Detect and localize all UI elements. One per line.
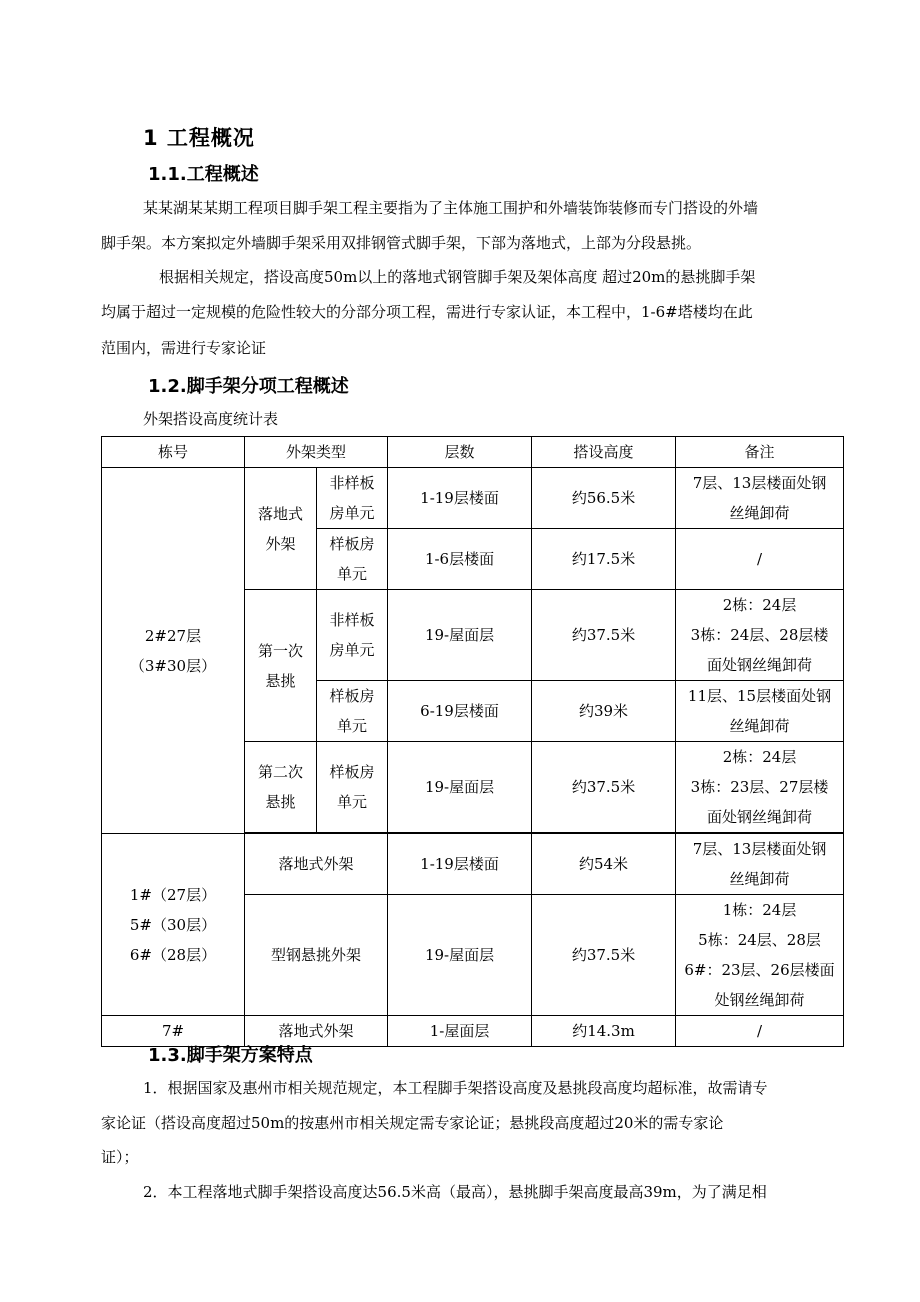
note-cell: 11层、15层楼面处钢 丝绳卸荷 <box>676 681 844 742</box>
note-cell: 7层、13层楼面处钢 丝绳卸荷 <box>676 468 844 529</box>
type-cell: 型钢悬挑外架 <box>245 895 388 1016</box>
height-cell: 约37.5米 <box>532 895 676 1016</box>
type-cell: 第二次 悬挑 <box>245 742 317 833</box>
paragraph-line: 家论证（搭设高度超过50m的按惠州市相关规定需专家论证；悬挑段高度超过20米的需专家论 <box>101 1114 724 1132</box>
subsection-title-1-3: 1.3.脚手架方案特点 <box>148 1045 313 1066</box>
note-cell: 2栋：24层 3栋：23层、27层楼 面处钢丝绳卸荷 <box>676 742 844 833</box>
floors-cell: 19-屋面层 <box>388 895 532 1016</box>
paragraph-line: 根据相关规定，搭设高度50m以上的落地式钢管脚手架及架体高度 超过20m的悬挑脚手架 <box>159 268 756 286</box>
type-cell: 落地式 外架 <box>245 468 317 590</box>
height-cell: 约54米 <box>532 834 676 895</box>
height-cell: 约37.5米 <box>532 590 676 681</box>
floors-cell: 19-屋面层 <box>388 742 532 833</box>
table-caption: 外架搭设高度统计表 <box>143 410 279 428</box>
floors-cell: 6-19层楼面 <box>388 681 532 742</box>
note-cell: / <box>676 1016 844 1047</box>
floors-cell: 1-19层楼面 <box>388 468 532 529</box>
scaffold-height-table <box>101 436 844 1047</box>
subtype-cell: 样板房 单元 <box>317 681 388 742</box>
subtype-cell: 非样板 房单元 <box>317 590 388 681</box>
paragraph-line: 某某湖某某期工程项目脚手架工程主要指为了主体施工围护和外墙装饰装修而专门搭设的外墙 <box>143 199 759 217</box>
header-cell: 外架类型 <box>245 437 388 468</box>
type-cell: 落地式外架 <box>245 1016 388 1047</box>
subtype-cell: 非样板 房单元 <box>317 468 388 529</box>
header-cell: 搭设高度 <box>532 437 676 468</box>
height-cell: 约56.5米 <box>532 468 676 529</box>
floors-cell: 1-屋面层 <box>388 1016 532 1047</box>
type-cell: 第一次 悬挑 <box>245 590 317 742</box>
floors-cell: 1-19层楼面 <box>388 834 532 895</box>
paragraph-line: 脚手架。本方案拟定外墙脚手架采用双排钢管式脚手架，下部为落地式，上部为分段悬挑。 <box>101 234 702 252</box>
header-cell: 栋号 <box>102 437 245 468</box>
table-row <box>102 834 844 895</box>
paragraph-line: 2．本工程落地式脚手架搭设高度达56.5米高（最高），悬挑脚手架高度最高39m，为了满足相 <box>143 1183 767 1201</box>
note-cell: / <box>676 529 844 590</box>
note-cell: 7层、13层楼面处钢 丝绳卸荷 <box>676 834 844 895</box>
paragraph-line: 证）； <box>101 1148 139 1166</box>
table-row <box>102 468 844 529</box>
building-cell: 7# <box>102 1016 245 1047</box>
height-cell: 约14.3m <box>532 1016 676 1047</box>
floors-cell: 1-6层楼面 <box>388 529 532 590</box>
type-cell: 落地式外架 <box>245 834 388 895</box>
header-cell: 层数 <box>388 437 532 468</box>
height-cell: 约39米 <box>532 681 676 742</box>
building-cell: 1#（27层） 5#（30层） 6#（28层） <box>102 834 245 1016</box>
height-cell: 约37.5米 <box>532 742 676 833</box>
subtype-cell: 样板房 单元 <box>317 742 388 833</box>
paragraph-line: 均属于超过一定规模的危险性较大的分部分项工程，需进行专家认证，本工程中，1-6#塔楼均在此 <box>101 303 753 321</box>
height-cell: 约17.5米 <box>532 529 676 590</box>
note-cell: 1栋：24层 5栋：24层、28层 6#：23层、26层楼面 处钢丝绳卸荷 <box>676 895 844 1016</box>
paragraph-line: 范围内，需进行专家论证 <box>101 339 267 357</box>
paragraph-line: 1．根据国家及惠州市相关规范规定，本工程脚手架搭设高度及悬挑段高度均超标准，故需请专 <box>143 1079 768 1097</box>
section-title: 1 工程概况 <box>143 126 255 150</box>
note-cell: 2栋：24层 3栋：24层、28层楼 面处钢丝绳卸荷 <box>676 590 844 681</box>
header-cell: 备注 <box>676 437 844 468</box>
subtype-cell: 样板房 单元 <box>317 529 388 590</box>
table-header-row <box>102 437 844 468</box>
subsection-title-1-2: 1.2.脚手架分项工程概述 <box>148 376 349 397</box>
floors-cell: 19-屋面层 <box>388 590 532 681</box>
building-cell: 2#27层 （3#30层） <box>102 468 245 834</box>
subsection-title-1-1: 1.1.工程概述 <box>148 164 259 185</box>
